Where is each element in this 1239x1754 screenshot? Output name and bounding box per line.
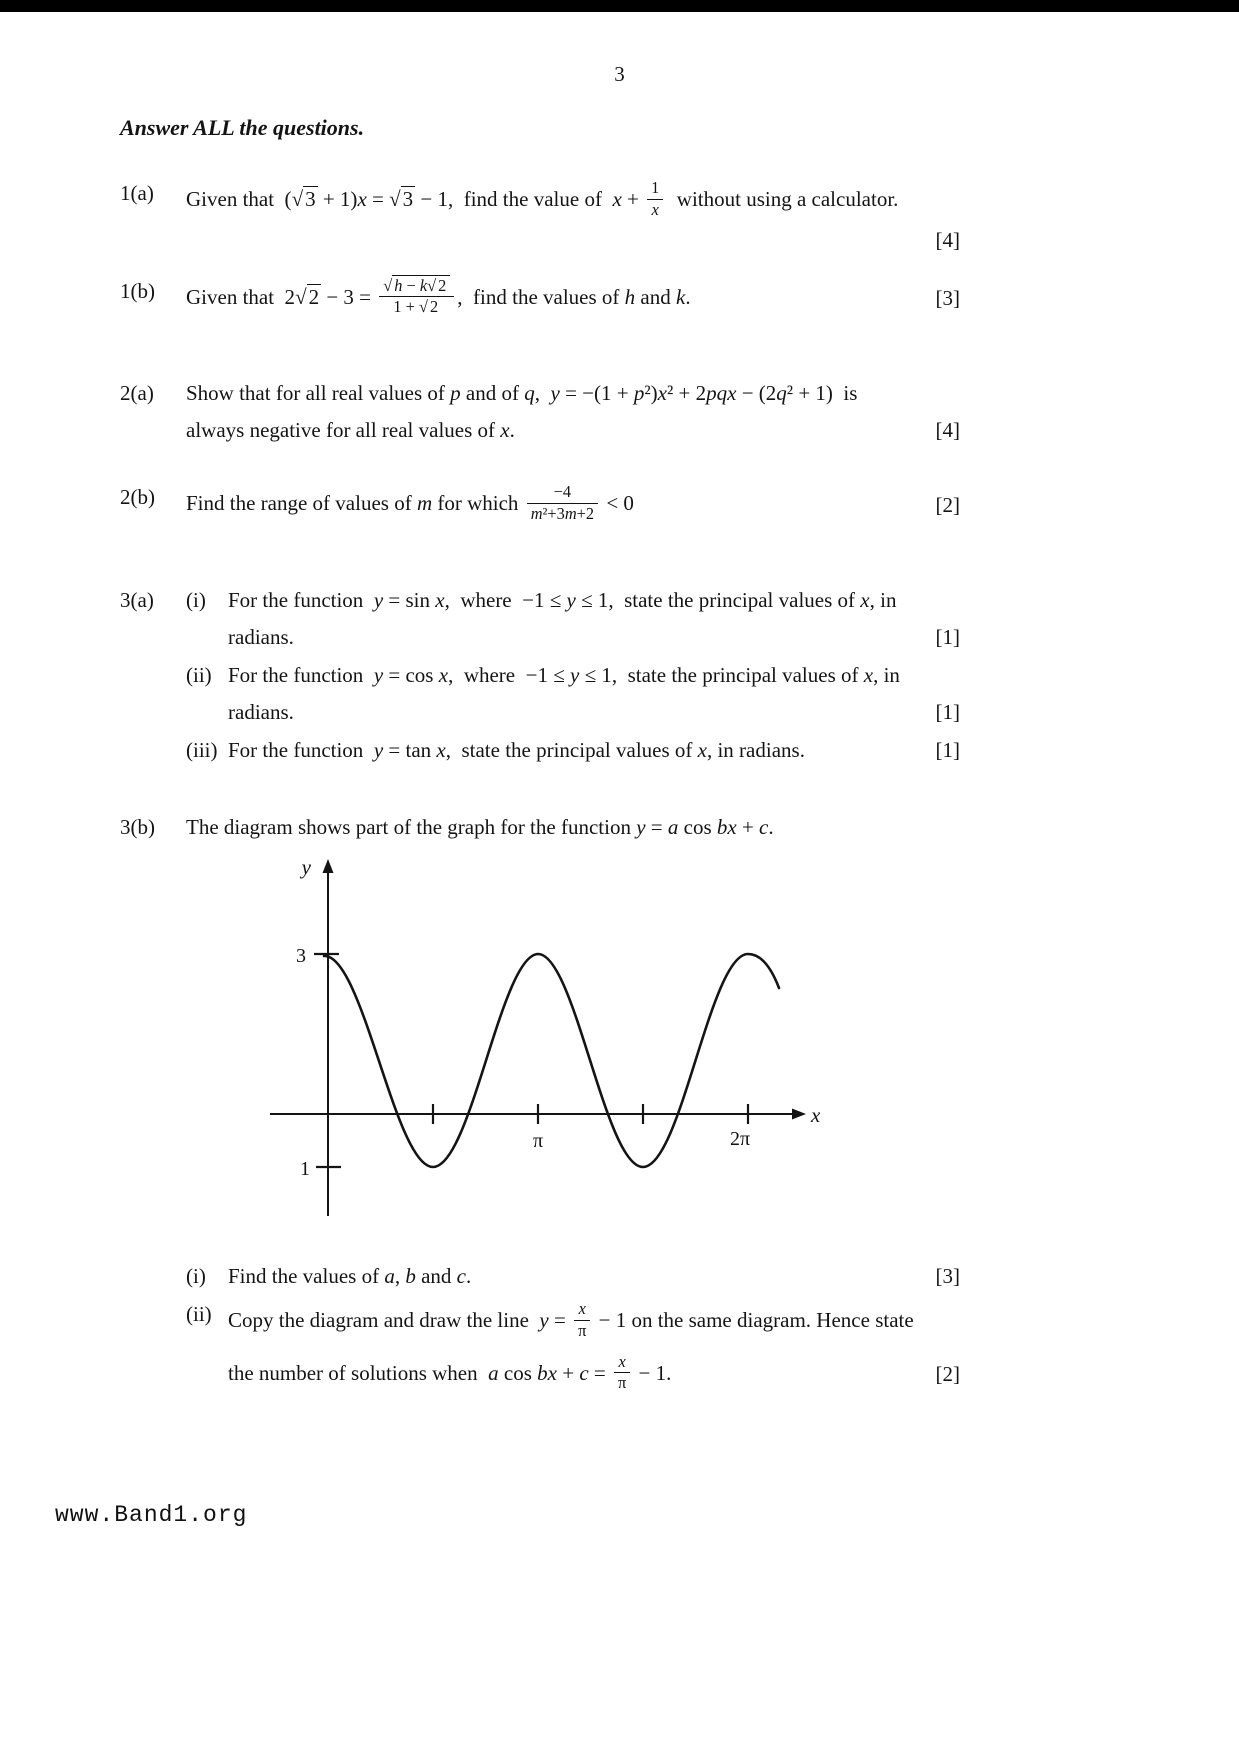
question-2b (120, 482, 960, 526)
question-3a-i-line2: radians. (228, 624, 294, 649)
y-min-tick-label: 1 (300, 1157, 310, 1180)
question-1b-marks: [3] (935, 286, 960, 311)
question-3b-ii-number: (ii) (186, 1301, 212, 1326)
source-watermark: www.Band1.org (55, 1502, 248, 1528)
two-pi-tick-label: 2π (729, 1127, 751, 1150)
scan-top-edge (0, 0, 1239, 12)
question-3a-iii-number: (iii) (186, 737, 218, 762)
question-3b-i-text: Find the values of a, b and c. (228, 1263, 472, 1288)
question-3a-i-marks: [1] (935, 624, 960, 649)
question-3b-ii (120, 1298, 960, 1395)
y-max-tick-label: 3 (296, 944, 306, 967)
cosine-curve (324, 954, 779, 1167)
question-3a-i-number: (i) (186, 587, 206, 612)
question-1b-text: Given that 2√2 − 3 = $\frac{√ h - k√ 2}{1 + √ 2}$ , find the values of h and k. (186, 275, 691, 317)
cosine-graph-figure (268, 854, 960, 1240)
y-axis-label: y (301, 854, 311, 879)
question-3b-i-marks: [3] (935, 1263, 960, 1288)
cosine-graph (268, 854, 828, 1234)
question-2a (120, 381, 960, 443)
instructions-line: Answer ALL the questions. (120, 115, 365, 140)
question-3a-ii-number: (ii) (186, 662, 212, 687)
pi-tick-label: π (532, 1129, 544, 1152)
question-3a-iii-marks: [1] (935, 737, 960, 762)
x-axis-arrow (792, 1108, 806, 1119)
question-1a-text: Given that (√3 + 1)x = √3 − 1, find the value of x + $\frac{1}{x}$ without using a calculator. (186, 178, 899, 219)
question-1a-marks: [4] (935, 227, 960, 252)
page-number: 3 (614, 62, 625, 86)
question-3a (120, 588, 960, 763)
question-3b-intro: The diagram shows part of the graph for the function y = a cos bx + c. (186, 814, 774, 839)
question-1b (120, 275, 960, 320)
question-2a-marks: [4] (935, 418, 960, 443)
question-3a-ii-line2: radians. (228, 699, 294, 724)
question-3a-number: 3(a) (120, 587, 154, 612)
question-2b-text: Find the range of values of m for which $\frac{-4}{\text{m²+3m+2}}$ < 0 (186, 482, 634, 524)
question-3a-i-line1: For the function y = sin x, where −1 ≤ y ≤ 1, state the principal values of x, in (228, 587, 897, 612)
question-3a-ii-marks: [1] (935, 699, 960, 724)
question-3a-i (186, 588, 960, 650)
question-3b-number: 3(b) (120, 814, 155, 839)
question-3b-i-number: (i) (186, 1263, 206, 1288)
question-2b-marks: [2] (935, 493, 960, 518)
question-3a-ii (186, 663, 960, 725)
y-axis-arrow (323, 859, 334, 873)
question-2a-line2: always negative for all real values of x. (186, 418, 515, 443)
question-2a-number: 2(a) (120, 381, 154, 406)
x-axis-label: x (811, 1102, 821, 1127)
question-3a-iii-line1: For the function y = tan x, state the principal values of x, in radians. (228, 737, 805, 762)
question-3b-ii-marks: [2] (935, 1362, 960, 1387)
question-1b-number: 1(b) (120, 278, 155, 303)
question-2a-line1: Show that for all real values of p and of q, y = −(1 + p²)x² + 2pqx − (2q² + 1) is (186, 381, 858, 406)
question-3b-i (120, 1264, 960, 1289)
question-1a (120, 178, 960, 253)
exam-content (120, 115, 960, 1395)
question-3b-ii-line1: Copy the diagram and draw the line y = $\frac{x}{\pi}$ − 1 on the same diagram. Hence state (228, 1298, 914, 1340)
question-1a-number: 1(a) (120, 181, 154, 205)
question-3a-ii-line1: For the function y = cos x, where −1 ≤ y ≤ 1, state the principal values of x, in (228, 662, 900, 687)
question-2b-number: 2(b) (120, 485, 155, 510)
question-3b (120, 815, 960, 840)
question-3a-iii (186, 738, 960, 763)
question-3b-ii-line2: the number of solutions when a cos bx + c = $\frac{x}{\pi}$ − 1. (228, 1351, 672, 1393)
